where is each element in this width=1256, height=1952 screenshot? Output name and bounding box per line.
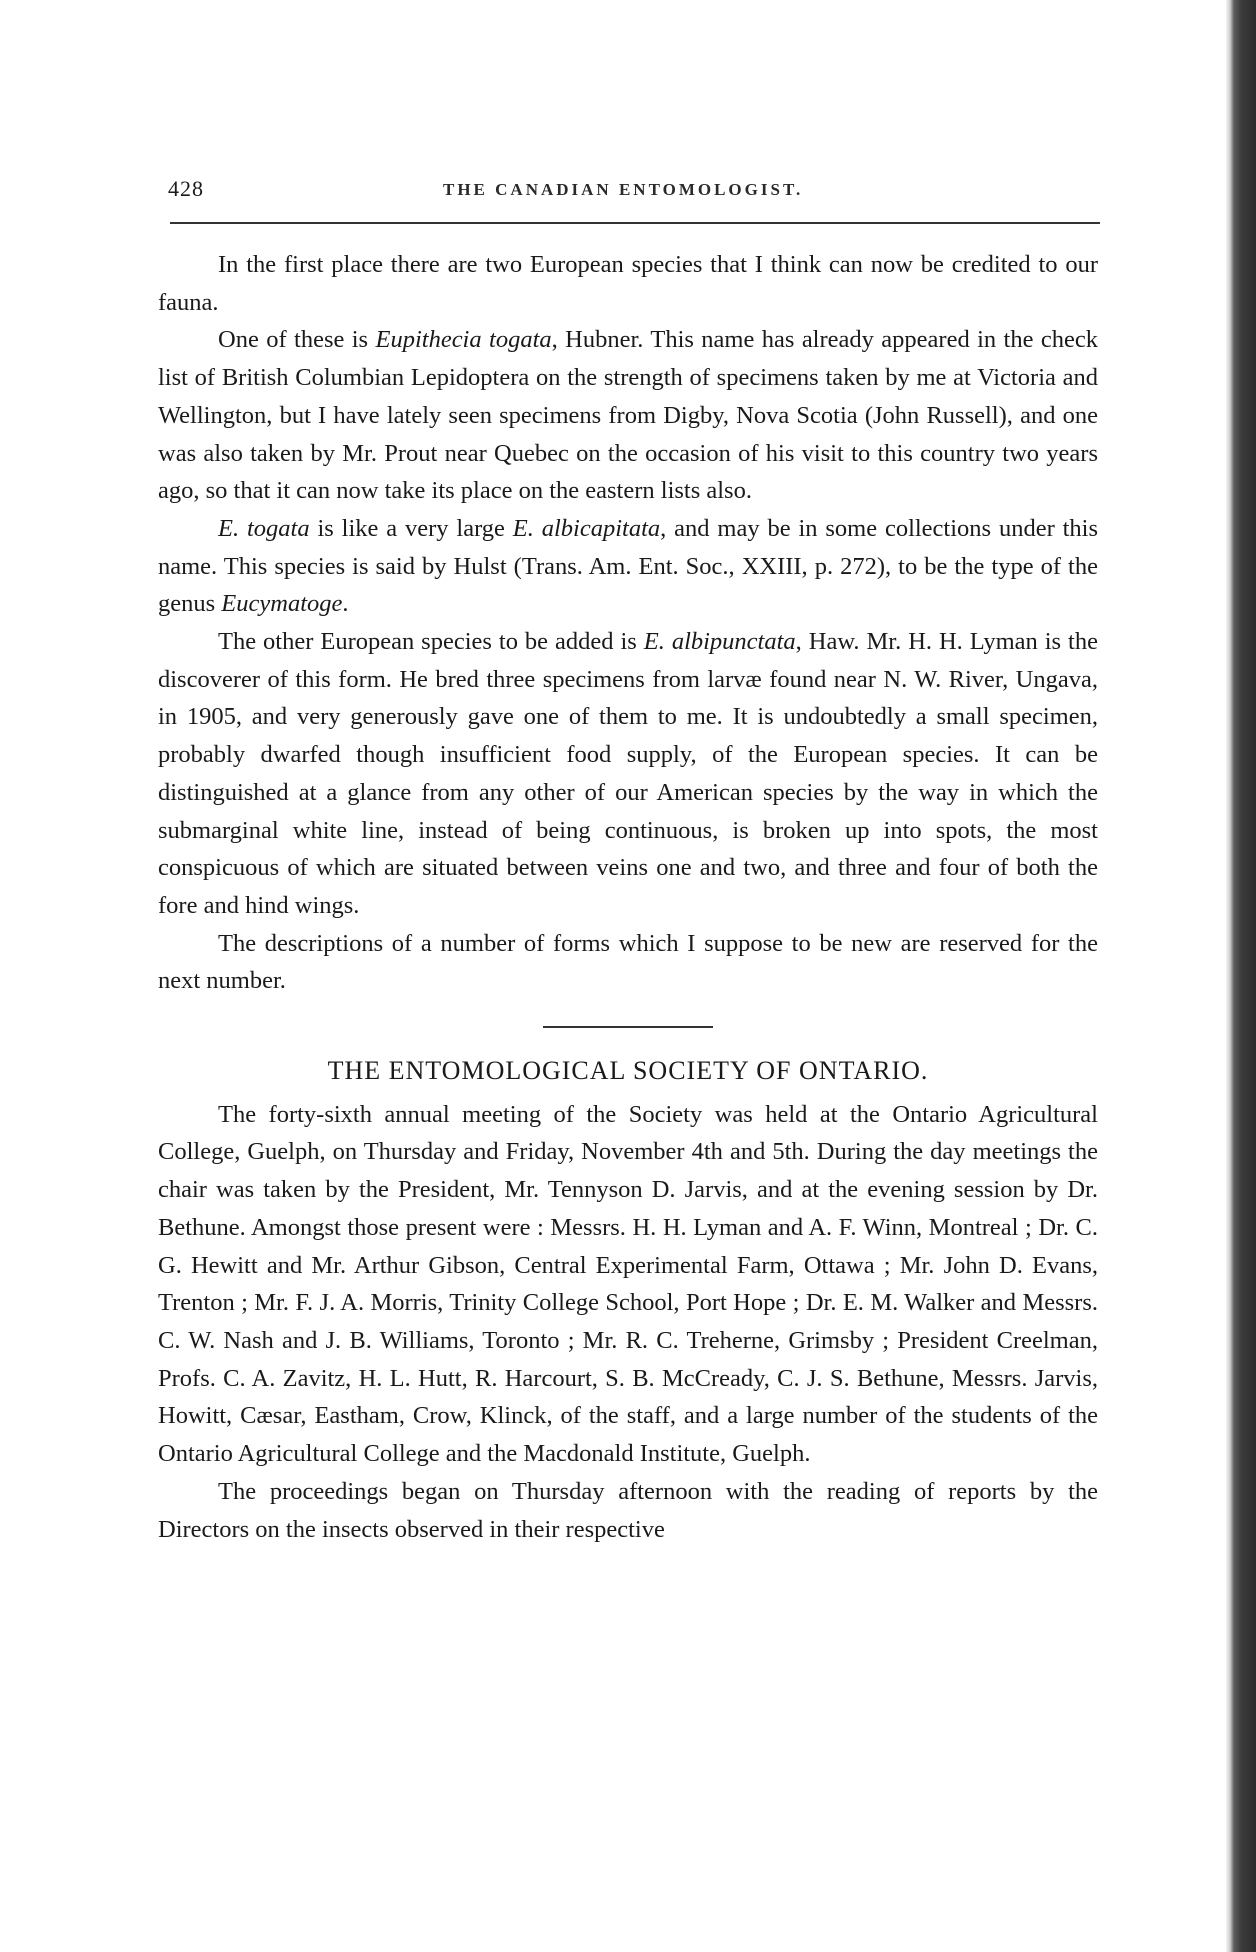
page-edge-shadow [1226,0,1256,1952]
section-heading: THE ENTOMOLOGICAL SOCIETY OF ONTARIO. [327,1056,929,1086]
article-paragraph-5: The descriptions of a number of forms which I suppose to be new are reserved for the next number. [158,929,1098,995]
header-rule [170,222,1100,224]
species-name: Eupithecia togata [375,326,552,354]
article-paragraph-1: In the first place there are two European species that I think can now be credited to our fauna. [158,251,1098,316]
species-name: E. togata [218,514,310,542]
text-run: , Hubner. This name has already appeared in the check list of British Columbian Lepidoptera on the strength of specimens taken by me at Victoria and Wellington, but I have lately seen specimens from Digby, Nova Scotia (John Russell), and one was also taken by Mr. Prout near Quebec on the occasion of his visit to this country two years ago, so that it can now take its place on the eastern lists also. [158,326,1098,505]
text-run: is like a very large [309,514,513,542]
species-name: E. albicapitata [512,514,661,542]
article-paragraph-2 [158,321,1098,510]
page-body [158,246,1098,1548]
section-paragraph-2: The proceedings began on Thursday afternoon with the reading of reports by the Directors on the insects observed in their respective [158,1477,1098,1543]
text-run: , Haw. Mr. H. H. Lyman is the discoverer of this form. He bred three specimens from larvæ found near N. W. River, Ungava, in 1905, and very generously gave one of them to me. It is undoubtedly a small specimen, probably dwarfed though insufficient food supply, of the European species. It can be distinguished at a glance from any other of our American species by the way in which the submarginal white line, instead of being continuous, is broken up into spots, the most conspicuous of which are situated between veins one and two, and three and four of both the fore and hind wings. [158,628,1098,919]
section-paragraph-1: The forty-sixth annual meeting of the Society was held at the Ontario Agricultural College, Guelph, on Thursday and Friday, November 4th and 5th. During the day meetings the chair was taken by the President, Mr. Tennyson D. Jarvis, and at the evening session by Dr. Bethune. Amongst those present were : Messrs. H. H. Lyman and A. F. Winn, Montreal ; Dr. C. G. Hewitt and Mr. Arthur Gibson, Central Experimental Farm, Ottawa ; Mr. John D. Evans, Trenton ; Mr. F. J. A. Morris, Trinity College School, Port Hope ; Dr. E. M. Walker and Messrs. C. W. Nash and J. B. Williams, Toronto ; Mr. R. C. Treherne, Grimsby ; President Creelman, Profs. C. A. Zavitz, H. L. Hutt, R. Harcourt, S. B. McCready, C. J. S. Bethune, Messrs. Jarvis, Howitt, Cæsar, Eastham, Crow, Klinck, of the staff, and a large number of the students of the Ontario Agricultural College and the Macdonald Institute, Guelph. [158,1100,1098,1468]
section-divider [543,1026,713,1028]
article-paragraph-4 [158,623,1098,925]
running-title: THE CANADIAN ENTOMOLOGIST. [443,180,804,199]
text-run: One of these is [218,326,376,354]
article-paragraph-3 [158,510,1098,623]
genus-name: Eucymatoge [221,590,343,618]
page-header [168,176,1100,206]
text-run: The other European species to be added is [218,628,644,656]
page-number: 428 [168,176,204,201]
text-run: . [342,590,349,618]
species-name: E. albipunctata [643,628,796,656]
text-run: , and may be in some collections under this name. This species is said by Hulst (Trans. Am. Ent. Soc., XXIII, p. 272), to be the type of the genus [158,514,1098,618]
